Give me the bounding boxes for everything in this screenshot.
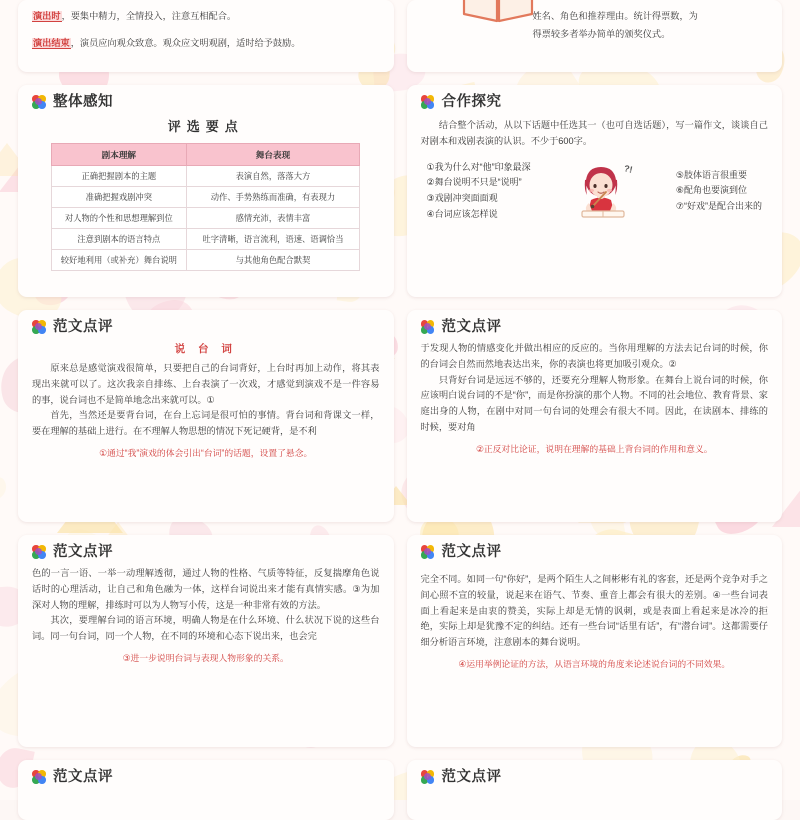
slide-top-right-line-1: 姓名、角色和推荐理由。统计得票数，为 [532,11,698,21]
slide-top-right[interactable] [407,0,783,72]
keyword-highlight: 演出时 [33,11,61,21]
slide-essay-review-3[interactable] [18,535,394,747]
criteria-table [51,143,360,271]
essay-paragraph: 只背好台词是远远不够的，还要充分理解人物形象。在舞台上说台词的时候，你应该明白说台词的不是“你”，而是你扮演的那个人物。不同的社会地位、教育背景、家庭出身的人物，在剧中对同一句台词的处理会有很大不同。因此，在读剧本、排练的时候，要对角 [420,374,768,433]
section-header [421,320,769,335]
演出结束-line [32,35,380,53]
essay-paragraph: 其次，要理解台词的语言环境，明确人物是在什么环境、什么状况下说的这些台词。同一句台词，同一个人物，在不同的环境和心态下说出来，也会完 [32,615,380,642]
essay-title: 说 台 词 [174,343,237,355]
essay-paragraph: 于发现人物的情感变化并做出相应的反应的。当你用理解的方法去记台词的时候，你的台词会自然而然地表达出来，你的表演也将更加吸引观众。② [420,343,768,369]
section-header [32,95,380,110]
table-row [52,166,360,187]
open-book-icon [459,0,537,26]
slide-bottom-left[interactable] [18,760,394,820]
flower-icon [32,545,47,560]
table-row [52,250,360,271]
flower-icon [421,770,436,785]
essay-paragraph: 原来总是感觉演戏很简单，只要把自己的台词背好，上台时再加上动作，将其表现出来就可以了。这次我亲自排练、上台表演了一次戏，才感觉到演戏不是一件容易的事，说台词也不是简单地念出来就可以。① [32,363,380,405]
slide-cooperative-inquiry[interactable] [407,85,783,297]
slide-top-left[interactable] [18,0,394,72]
slide-essay-review-1[interactable] [18,310,394,522]
inquiry-intro: 结合整个活动，从以下话题中任选其一（也可自选话题），写一篇作文，谈谈自己对剧本和戏剧表演的认识。不少于600字。 [420,120,768,146]
list-item: ④台词应该怎样说 [426,208,498,219]
section-title: 范文点评 [441,319,502,336]
list-item: ①我为什么对“他”印象最深 [426,161,531,172]
section-title: 范文点评 [441,769,502,786]
table-cell: 注意到剧本的语言特点 [52,229,186,250]
essay-annotation: ④运用举例论证的方法，从语言环境的角度来论述说台词的不同效果。 [458,659,731,670]
section-title: 整体感知 [53,94,113,111]
list-item: ③戏剧冲突面面观 [426,193,498,204]
section-header [32,770,380,785]
slide-top-right-line-2: 得票较多者举办简单的颁奖仪式。 [532,28,671,39]
table-cell: 与其他角色配合默契 [186,250,360,271]
table-cell: 准确把握戏剧冲突 [52,187,186,208]
section-title: 合作探究 [441,94,502,111]
table-row [52,229,360,250]
slide-essay-review-2[interactable] [407,310,783,522]
slide-overall-perception[interactable] [18,85,394,297]
slide-essay-review-4[interactable] [407,535,783,747]
section-title: 范文点评 [53,544,113,561]
flower-icon [32,320,47,335]
table-cell: 动作、手势熟练而准确，有表现力 [186,187,360,208]
section-header [421,545,769,560]
section-header [32,545,380,560]
list-item: ⑦“好戏”是配合出来的 [675,201,762,212]
flower-icon [421,545,436,560]
flower-icon [421,95,436,110]
list-item: ②舞台说明不只是“说明” [426,177,522,188]
list-item: ⑥配角也要演到位 [675,185,747,196]
topic-column-right [676,168,762,215]
table-cell: 较好地利用（或补充）舞台说明 [52,250,186,271]
section-header [421,95,769,110]
list-item: ⑤肢体语言很重要 [675,169,747,180]
topic-column-left [427,160,531,223]
essay-annotation: ①通过“我”演戏的体会引出“台词”的话题，设置了悬念。 [99,448,313,459]
flower-icon [32,95,47,110]
table-header-row [52,144,360,166]
table-header-cell: 剧本理解 [52,144,186,166]
essay-paragraph: 首先，当然还是要背台词，在台上忘词是很可怕的事情。背台词和背课文一样，要在理解的基础上进行。在不理解人物思想的情况下死记硬背，是不利 [32,410,380,437]
flower-icon [421,320,436,335]
section-header [32,320,380,335]
section-header [421,770,769,785]
line-text: ，演员应向观众致意。观众应文明观剧，适时给予鼓励。 [70,37,301,48]
table-row [52,187,360,208]
page-title: 评选要点 [167,119,244,134]
slide-bottom-right[interactable] [407,760,783,820]
table-cell: 感情充沛，表情丰富 [186,208,360,229]
section-title: 范文点评 [441,544,502,561]
section-title: 范文点评 [53,769,113,786]
演出时-line [32,8,380,26]
table-cell: 对人物的个性和思想理解到位 [52,208,186,229]
line-text: ，要集中精力，全情投入，注意互相配合。 [61,11,237,21]
table-cell: 吐字清晰，语言流利，语速、语调恰当 [186,229,360,250]
essay-paragraph: 色的一言一语、一举一动理解透彻，通过人物的性格、气质等特征，反复揣摩角色说话时的心理活动，让自己和角色融为一体，这样台词说出来才能有真情实感。③为加深对人物的理解，排练时可以为人物写小传，这是一种非常有效的方法。 [32,568,380,610]
flower-icon [32,770,47,785]
table-row [52,208,360,229]
keyword-highlight: 演出结束 [33,37,70,48]
topic-list [421,160,769,223]
table-header-cell: 舞台表现 [186,144,360,166]
table-cell: 表演自然，落落大方 [186,166,360,187]
essay-paragraph: 完全不同。如同一句“你好”，是两个陌生人之间彬彬有礼的客套，还是两个竞争对手之间心照不宣的较量，说起来在语气、节奏、重音上都会有很大的差别。④一些台词表面上看起来是由衷的赞美，实际上却是无情的讽刺，或是表面上看起来是冰冷的拒绝，实际上却是犹豫不定的纠结。还有一些台词“话里有话”，有“潜台词”。这都需要仔细分析语言环境，注意剧本的舞台说明。 [420,574,768,648]
essay-annotation: ②正反对比论证，说明在理解的基础上背台词的作用和意义。 [475,443,713,454]
section-title: 范文点评 [53,319,113,336]
girl-thinking-icon [575,162,634,220]
essay-annotation: ③进一步说明台词与表现人物形象的关系。 [122,653,289,664]
question-mark-glyph: ?! [622,163,634,175]
table-cell: 正确把握剧本的主题 [52,166,186,187]
